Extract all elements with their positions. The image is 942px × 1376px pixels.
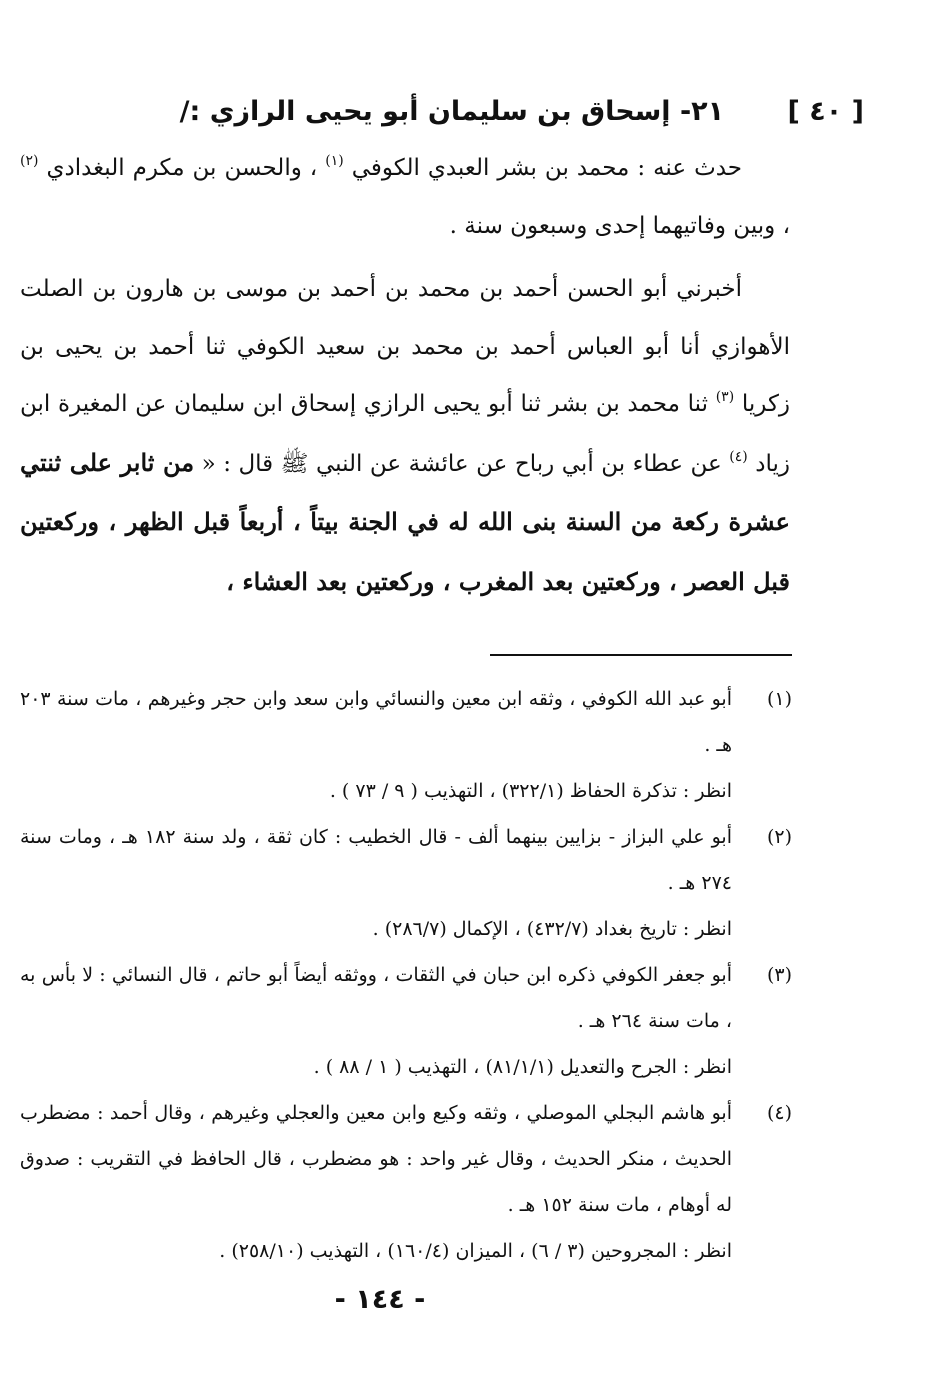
entry-heading [179,92,864,132]
footnote-body: أبو علي البزاز - بزايين بينهما ألف - قال الخطيب : كان ثقة ، ولد سنة ١٨٢ هـ ، ومات سنة ٢٧٤ هـ . [20,826,732,894]
entry-title: ٢١- إسحاق بن سليمان أبو يحيى الرازي :/ [179,96,725,127]
footnote [20,1090,792,1274]
text-run: ، وبين وفاتيهما إحدى وسبعون سنة . [449,212,790,239]
footnote-body: أبو عبد الله الكوفي ، وثقه ابن معين والنسائي وابن سعد وابن حجر وغيرهم ، مات سنة ٢٠٣ هـ . [20,688,732,756]
footnote-marker-2: (٢) [20,153,39,169]
footnote-marker-4: (٤) [729,448,748,465]
text-run: أخبرني أبو الحسن أحمد بن محمد بن أحمد بن موسى بن هارون بن الصلت الأهوازي أنا أبو العباس أحمد بن محمد بن سعيد الكوفي ثنا أحمد بن يحيى بن زكريا [20,276,790,417]
text-run: ثنا محمد بن بشر ثنا أبو يحيى الرازي إسحاق ابن سليمان عن المغيرة ابن زياد [20,391,791,477]
footnote [20,952,792,1090]
footnote-marker-1: (١) [325,153,344,169]
footnote-reference: انظر : تذكرة الحفاظ (٣٢٢/١) ، التهذيب ( ٩ / ٧٣ ) . [329,780,732,802]
footnote-body: أبو جعفر الكوفي ذكره ابن حبان في الثقات ، ووثقه أيضاً أبو حاتم ، قال النسائي : لا بأس به ، مات سنة ٢٦٤ هـ . [20,964,733,1032]
footnote [20,676,792,814]
footnote-marker-3: (٣) [715,389,735,405]
text-run: عن عطاء بن أبي رباح عن عائشة عن النبي ﷺ قال : « [201,450,722,477]
footnote-reference: انظر : تاريخ بغداد (٤٣٢/٧) ، الإكمال (٢٨٦/٧) . [372,918,732,940]
page-number: - ١٤٤ - [334,1284,426,1315]
footnote-text [20,814,732,952]
footnote-number: (٤) [766,1102,792,1124]
footnote-text [20,676,732,814]
paragraph-2 [20,255,790,612]
hadith-text: من ثابر على ثنتي عشرة ركعة من السنة بنى الله له في الجنة بيتاً ، أربعاً قبل الظهر ، وركعتين قبل العصر ، وركعتين بعد المغرب ، وركعتين بعد العشاء ، [20,447,790,596]
footnotes [20,676,792,1274]
footnote-number: (٢) [766,826,792,848]
entry-number: [ ٤٠ ] [787,96,864,127]
footnote-body: أبو هاشم البجلي الموصلي ، وثقه وكيع وابن معين والعجلي وغيرهم ، وقال أحمد : مضطرب الحديث ، منكر الحديث ، وقال غير واحد : هو مضطرب ، قال الحافظ في التقريب : صدوق له أوهام ، مات سنة ١٥٢ هـ . [20,1102,732,1216]
footnote-text [20,952,732,1090]
footnote-number: (٣) [766,964,792,986]
footnote-number: (١) [766,688,792,710]
text-run: ، والحسن بن مكرم البغدادي [46,155,318,181]
text-run: حدث عنه : محمد بن بشر العبدي الكوفي [351,155,743,181]
footnote-separator [490,654,792,656]
paragraph-1 [20,140,790,255]
footnote-reference: انظر : الجرح والتعديل (٨١/١/١) ، التهذيب ( ١ / ٨٨ ) . [313,1056,732,1078]
footnote [20,814,792,952]
main-text [20,140,790,612]
footnote-text [20,1090,732,1274]
footnote-reference: انظر : المجروحين (٣ / ٦) ، الميزان (١٦٠/٤) ، التهذيب (٢٥٨/١٠) . [219,1240,732,1262]
